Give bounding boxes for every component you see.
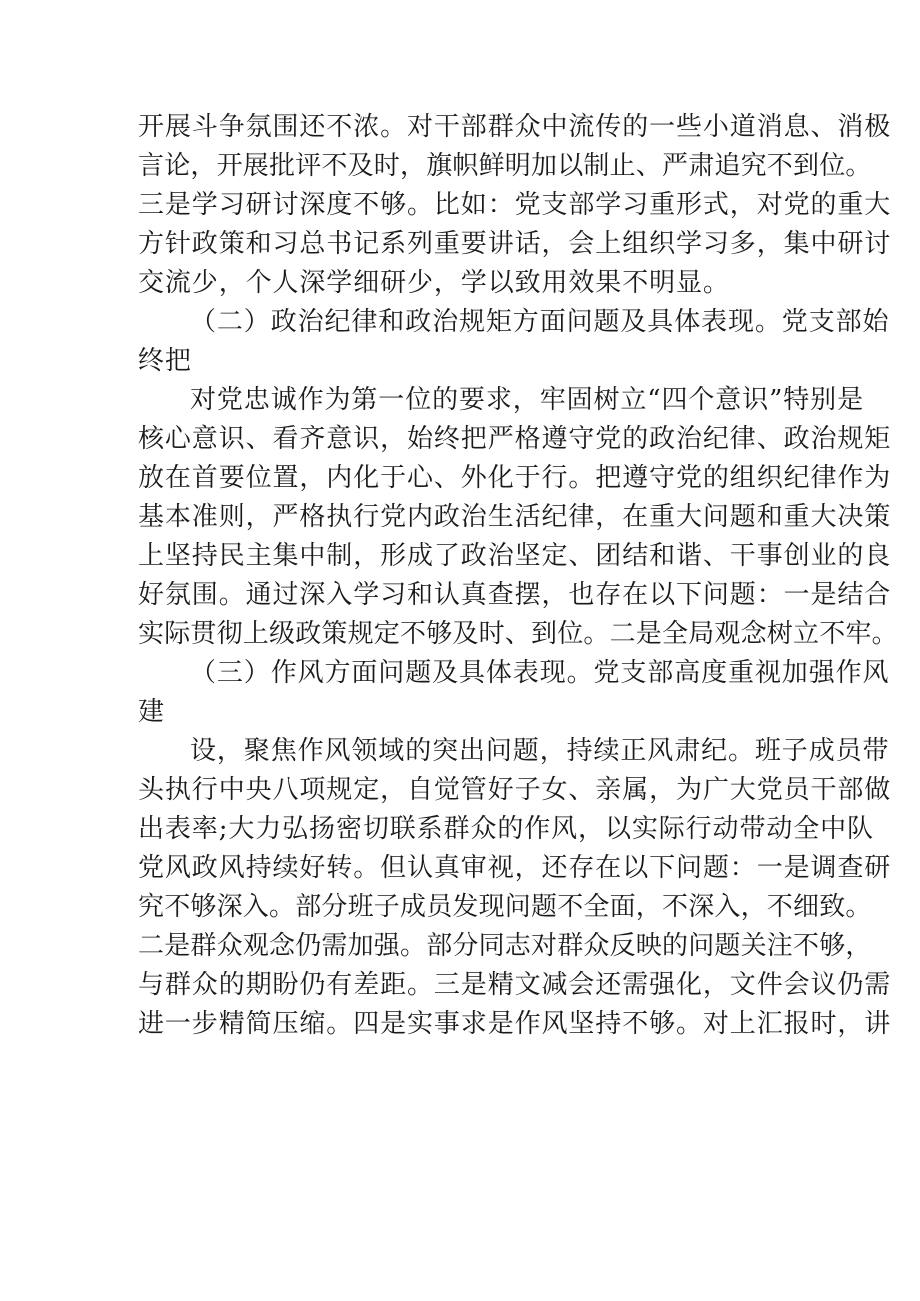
document-body <box>138 112 898 1050</box>
text-line: 究不够深入。部分班子成员发现问题不全面，不深入，不细致。 <box>138 892 872 922</box>
section-heading-2: （二）政治纪律和政治规矩方面问题及具体表现。党支部始 <box>190 307 890 337</box>
text-line: 设，聚焦作风领域的突出问题，持续正风肃纪。班子成员带 <box>190 736 890 766</box>
text-line: 对党忠诚作为第一位的要求，牢固树立“四个意识”特别是 <box>190 385 864 415</box>
text-line: 与群众的期盼仍有差距。三是精文减会还需强化，文件会议仍需 <box>138 970 892 1000</box>
text-line: 方针政策和习总书记系列重要讲话，会上组织学习多，集中研讨 <box>138 229 892 259</box>
text-line: 党风政风持续好转。但认真审视，还存在以下问题：一是调查研 <box>138 853 892 883</box>
text-line: 三是学习研讨深度不够。比如：党支部学习重形式，对党的重大 <box>138 190 892 220</box>
text-line: 言论，开展批评不及时，旗帜鲜明加以制止、严肃追究不到位。 <box>138 151 872 181</box>
text-line: 好氛围。通过深入学习和认真查摆，也存在以下问题：一是结合 <box>138 580 892 610</box>
text-line: 上坚持民主集中制，形成了政治坚定、团结和谐、干事创业的良 <box>138 541 892 571</box>
text-line: 二是群众观念仍需加强。部分同志对群众反映的问题关注不够， <box>138 931 872 961</box>
text-line: 头执行中央八项规定，自觉管好子女、亲属，为广大党员干部做 <box>138 775 892 805</box>
text-line: 建 <box>138 697 165 727</box>
text-line: 交流少，个人深学细研少，学以致用效果不明显。 <box>138 268 730 298</box>
text-line: 出表率;大力弘扬密切联系群众的作风，以实际行动带动全中队 <box>138 814 874 844</box>
text-line: 终把 <box>138 346 192 376</box>
text-line: 放在首要位置，内化于心、外化于行。把遵守党的组织纪律作为 <box>138 463 892 493</box>
text-line: 实际贯彻上级政策规定不够及时、到位。二是全局观念树立不牢。 <box>138 619 898 649</box>
text-line: 核心意识、看齐意识，始终把严格遵守党的政治纪律、政治规矩 <box>138 424 892 454</box>
text-line: 基本准则，严格执行党内政治生活纪律，在重大问题和重大决策 <box>138 502 892 532</box>
text-line: 开展斗争氛围还不浓。对干部群众中流传的一些小道消息、消极 <box>138 112 892 142</box>
text-line: 进一步精简压缩。四是实事求是作风坚持不够。对上汇报时，讲 <box>138 1009 892 1039</box>
section-heading-3: （三）作风方面问题及具体表现。党支部高度重视加强作风 <box>190 658 890 688</box>
